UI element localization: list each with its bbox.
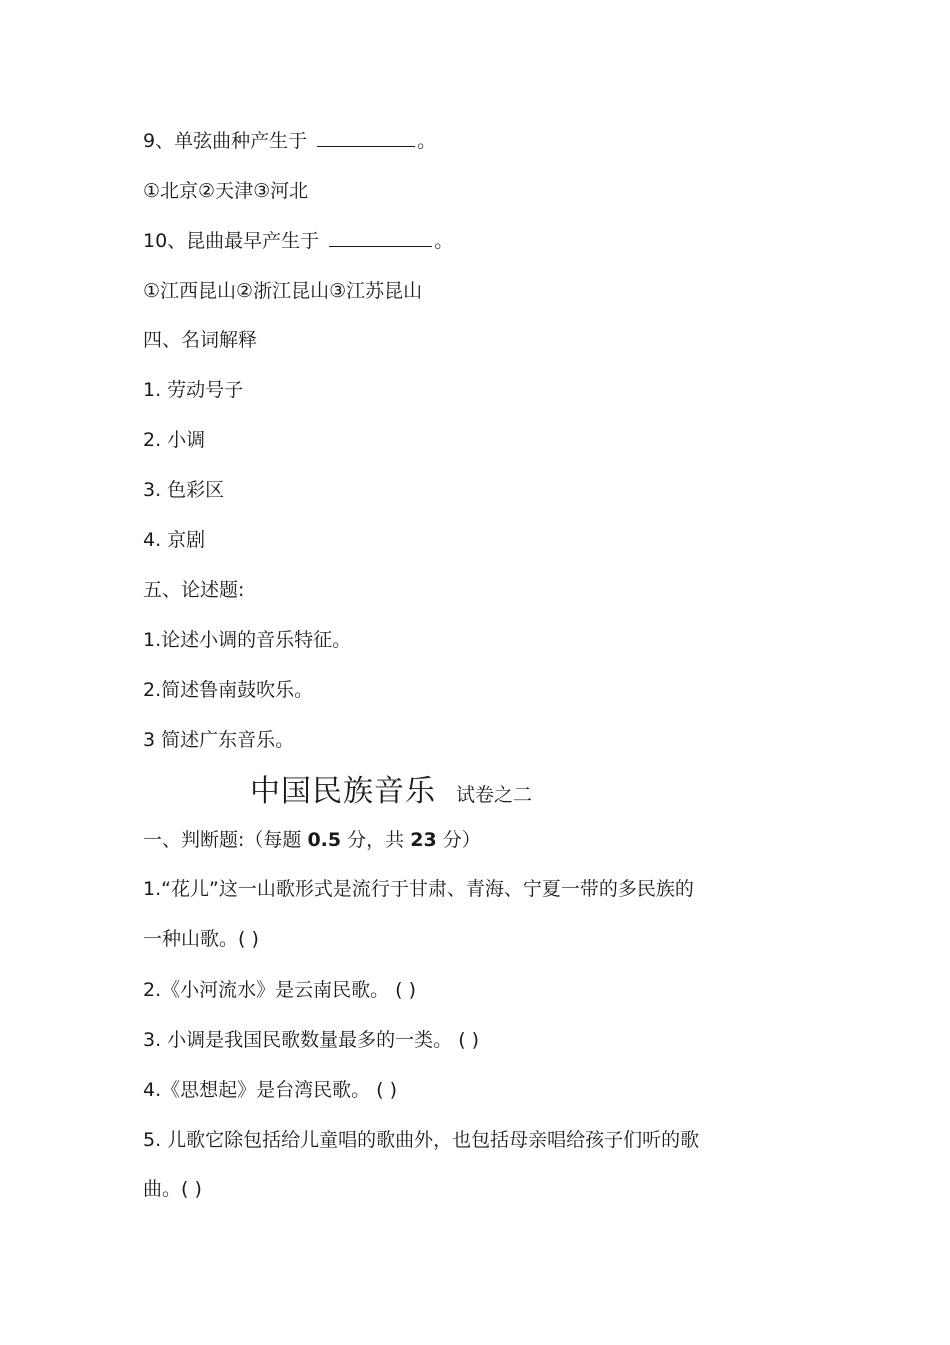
paper-title-sub: 试卷之二 [456,784,533,806]
question-9 [143,128,436,154]
paper-title [250,773,532,811]
section-1-heading-mid: 分，共 [341,829,411,851]
judgment-question-2: 2.《小河流水》是云南民歌。 ( ) [143,979,417,1001]
judgment-question-3: 3. 小调是我国民歌数量最多的一类。 ( ) [143,1029,480,1051]
points-each: 0.5 [307,829,342,851]
question-10-options: ①江西昆山②浙江昆山③江苏昆山 [143,280,423,302]
question-10 [143,228,453,254]
question-9-options: ①北京②天津③河北 [143,180,309,202]
judgment-question-5-line-1: 5. 儿歌它除包括给儿童唱的歌曲外，也包括母亲唱给孩子们听的歌 [143,1129,700,1151]
judgment-question-4: 4.《思想起》是台湾民歌。 ( ) [143,1079,398,1101]
essay-item: 1.论述小调的音乐特征。 [143,629,352,651]
question-10-text: 10、昆曲最早产生于 [143,230,320,252]
section-1-heading [143,827,481,853]
term-item: 3. 色彩区 [143,479,225,501]
section-5-heading: 五、论述题: [143,579,245,601]
paper-title-main: 中国民族音乐 [250,774,436,809]
judgment-question-1-line-2: 一种山歌。( ) [143,928,259,950]
term-item: 4. 京剧 [143,529,206,551]
term-item: 1. 劳动号子 [143,379,244,401]
judgment-question-5-line-2: 曲。( ) [143,1178,202,1200]
essay-item: 2.简述鲁南鼓吹乐。 [143,679,314,701]
judgment-question-1-line-1: 1.“花儿”这一山歌形式是流行于甘肃、青海、宁夏一带的多民族的 [143,878,694,900]
term-item: 2. 小调 [143,429,206,451]
section-1-heading-post: 分） [436,829,481,851]
question-9-end: 。 [417,130,437,152]
question-9-text: 9、单弦曲种产生于 [143,130,308,152]
question-10-end: 。 [434,230,454,252]
points-total: 23 [410,829,437,851]
section-1-heading-pre: 一、判断题:（每题 [143,829,308,851]
essay-item: 3 简述广东音乐。 [143,729,295,751]
answer-blank-9[interactable] [317,128,415,147]
section-4-heading: 四、名词解释 [143,329,258,351]
answer-blank-10[interactable] [329,228,432,247]
